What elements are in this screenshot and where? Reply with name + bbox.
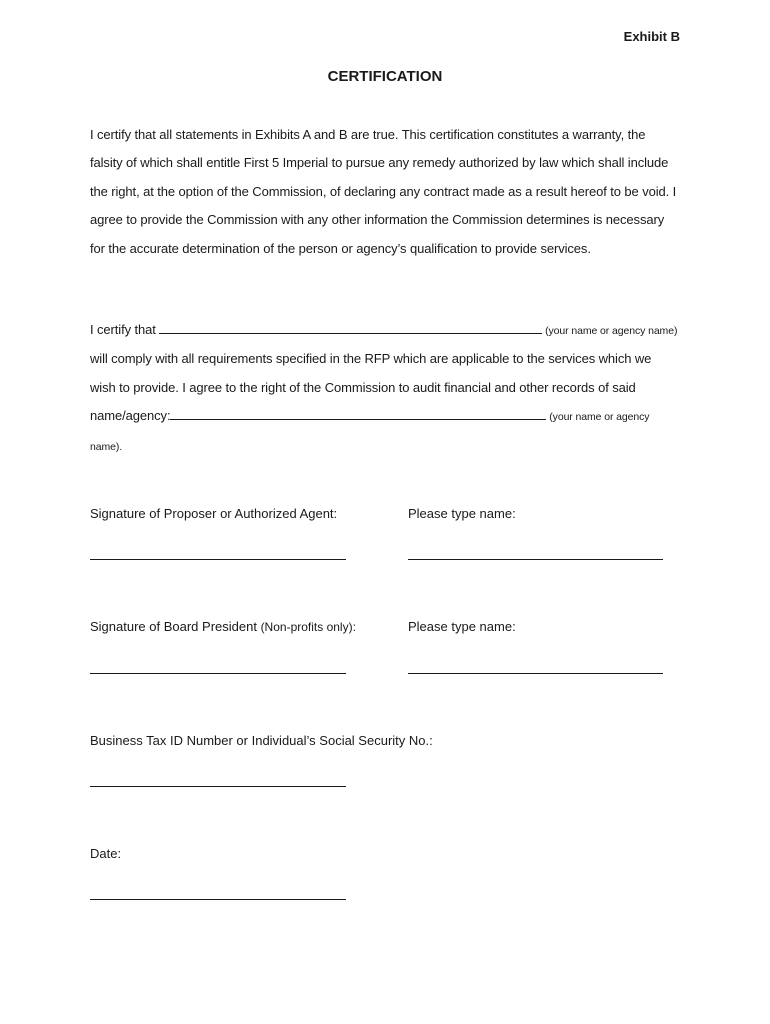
records-agency-hint: (your name or agency name). (90, 411, 650, 453)
certify-lead-text: I certify that (90, 322, 160, 337)
certification-paragraph: I certify that all statements in Exhibits A and B are true. This certification constitutes a warranty, the falsity of which shall entitle First 5 Imperial to pursue any remedy authorized by law which shall include the right, at the option of the Commission, of declaring any contract made as a result hereof to be void. I agree to provide the Commission with any other information the Commission determines is necessary for the accurate determination of the person or agency’s qualification to provide services. (90, 127, 677, 256)
proposer-signature-label: Signature of Proposer or Authorized Agent: (90, 506, 338, 521)
proposer-signature-line[interactable] (90, 559, 346, 560)
agency-name-blank[interactable] (159, 318, 542, 334)
certify-agency-paragraph (90, 316, 678, 461)
proposer-name-line[interactable] (408, 559, 663, 560)
board-signature-label (90, 619, 356, 634)
board-signature-line[interactable] (90, 673, 346, 674)
board-signature-text: Signature of Board President (90, 619, 261, 634)
records-agency-blank[interactable] (170, 404, 546, 420)
proposer-name-label: Please type name: (408, 506, 516, 521)
certify-middle-text: will comply with all requirements specified in the RFP which are applicable to the services which we wish to provide. I agree to the right of the Commission to audit financial and other records of said name/agency: (90, 351, 652, 424)
agency-name-hint: (your name or agency name) (542, 325, 678, 337)
exhibit-label: Exhibit B (623, 29, 680, 44)
board-signature-note: (Non-profits only): (260, 620, 356, 634)
tax-id-line[interactable] (90, 786, 346, 787)
board-name-line[interactable] (408, 673, 663, 674)
page-title: CERTIFICATION (327, 68, 443, 85)
date-line[interactable] (90, 899, 346, 900)
date-label: Date: (90, 846, 122, 861)
tax-id-label: Business Tax ID Number or Individual’s Social Security No.: (90, 733, 433, 748)
board-name-label: Please type name: (408, 619, 516, 634)
